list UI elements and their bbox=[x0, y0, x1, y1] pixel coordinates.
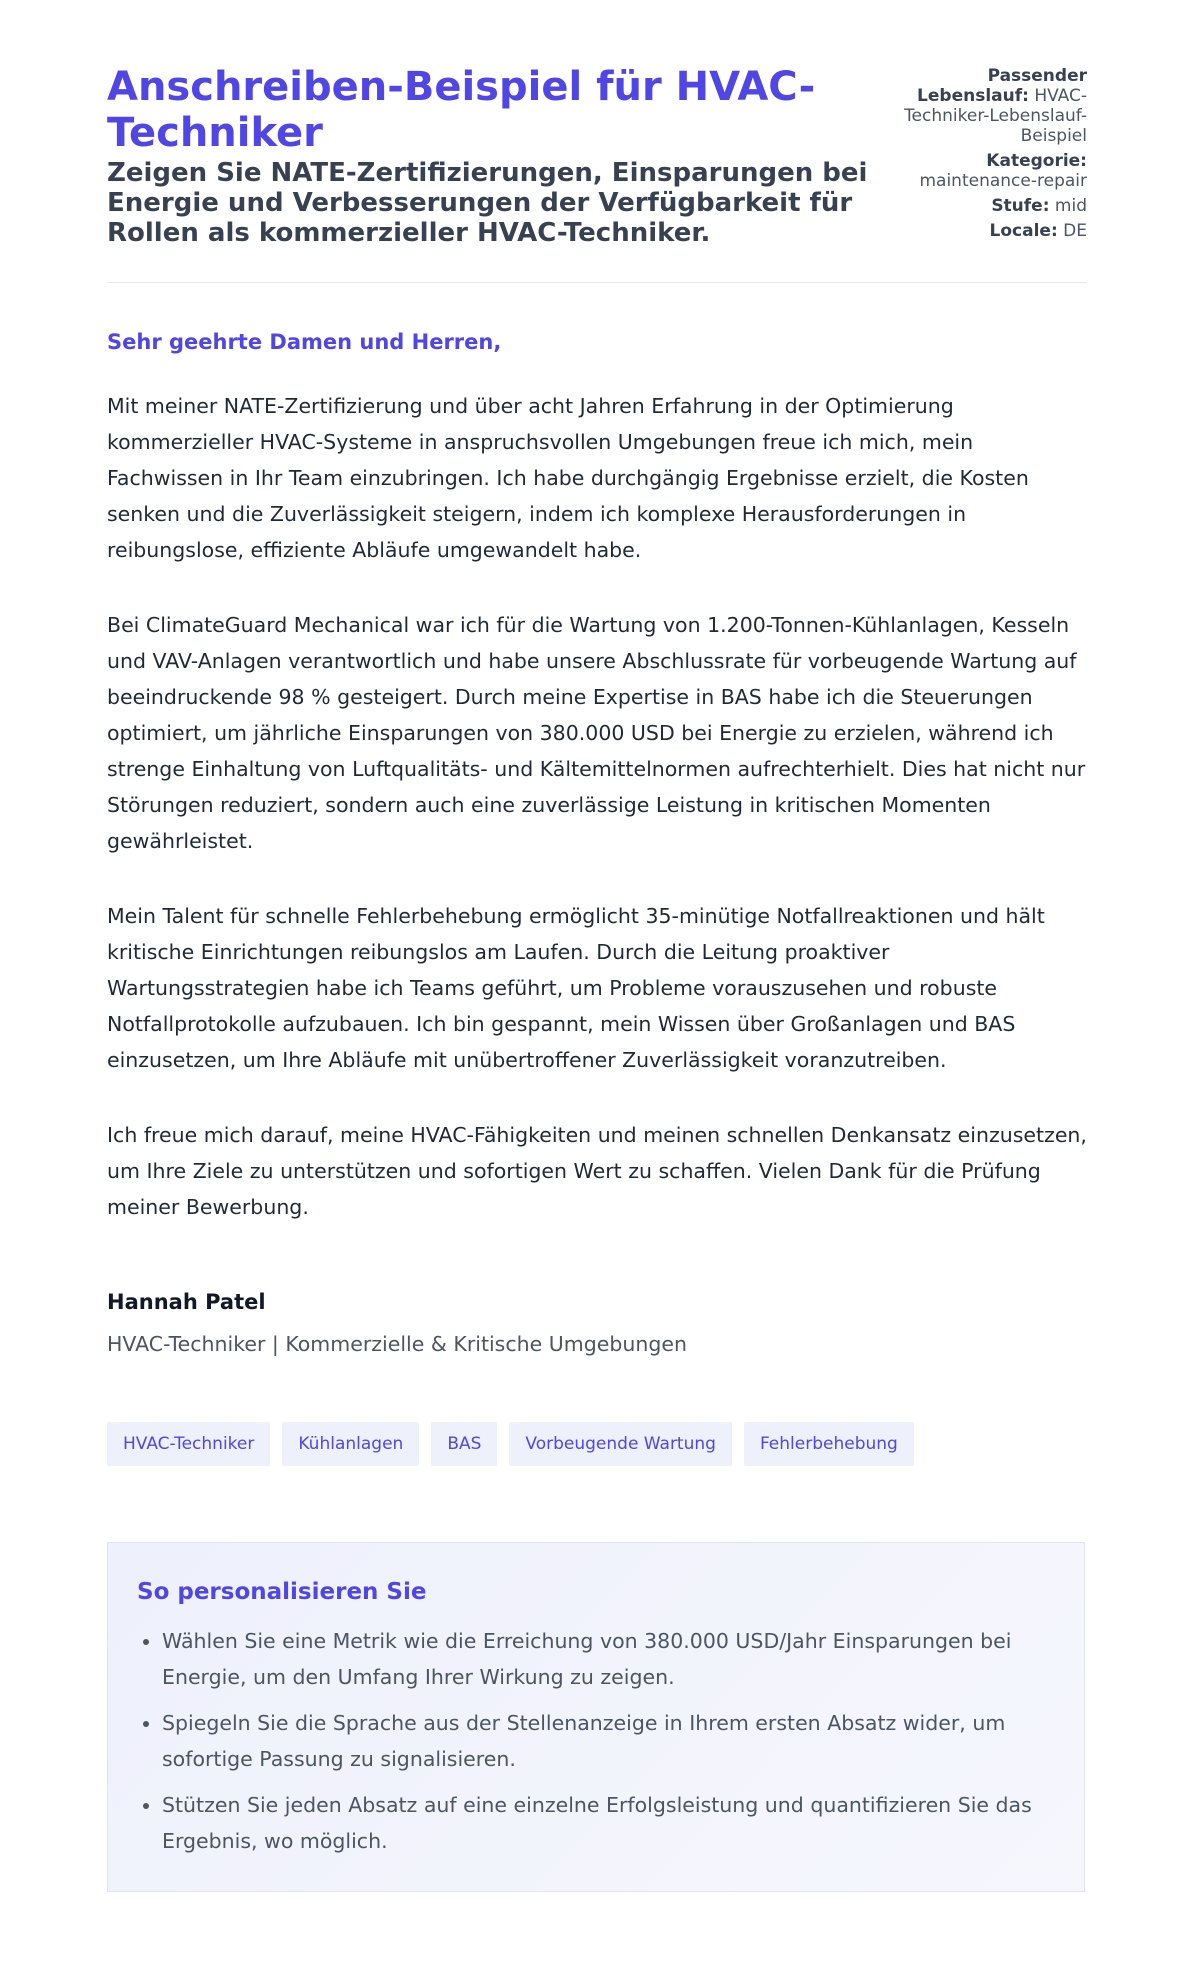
letter-paragraph: Bei ClimateGuard Mechanical war ich für die Wartung von 1.200-Tonnen-Kühlanlagen, Kesseln und VAV-Anlagen verantwortlich und habe unsere Abschlussrate für vorbeugende Wartung auf beeindruckende 98 % gesteigert. Durch meine Expertise in BAS habe ich die Steuerungen optimiert, um jährliche Einsparungen von 380.000 USD bei Energie zu erzielen, während ich strenge Einhaltung von Luftqualitäts- und Kältemittelnormen aufrechterhielt. Dies hat nicht nur Störungen reduziert, sondern auch eine zuverlässige Leistung in kritischen Momenten gewährleistet. bbox=[107, 613, 1086, 853]
signature-role: HVAC-Techniker | Kommerzielle & Kritische Umgebungen bbox=[107, 1332, 687, 1356]
meta-category bbox=[897, 151, 1087, 191]
signature-name: Hannah Patel bbox=[107, 1290, 266, 1314]
tips-list bbox=[137, 1623, 1082, 1869]
personalize-tips-box bbox=[107, 1542, 1085, 1892]
meta-resume-value[interactable]: HVAC-Techniker-Lebenslauf-Beispiel bbox=[904, 86, 1087, 146]
page-title: Anschreiben-Beispiel für HVAC-Techniker bbox=[107, 64, 816, 156]
page-header bbox=[107, 0, 1087, 283]
tag-vorbeugende-wartung[interactable]: Vorbeugende Wartung bbox=[509, 1422, 732, 1466]
letter-paragraph: Mit meiner NATE-Zertifizierung und über acht Jahren Erfahrung in der Optimierung kommerzieller HVAC-Systeme in anspruchsvollen Umgebungen freue ich mich, mein Fachwissen in Ihr Team einzubringen. Ich habe durchgängig Ergebnisse erzielt, die Kosten senken und die Zuverlässigkeit steigern, indem ich komplexe Herausforderungen in reibungslose, effiziente Abläufe umgewandelt habe. bbox=[107, 394, 1029, 562]
meta-level bbox=[897, 196, 1087, 216]
tag-kuehlanlagen[interactable]: Kühlanlagen bbox=[282, 1422, 419, 1466]
page-subtitle: Zeigen Sie NATE-Zertifizierungen, Einsparungen bei Energie und Verbesserungen der Verfügbarkeit für Rollen als kommerzieller HVAC-Techniker. bbox=[107, 158, 868, 248]
letter-paragraph: Mein Talent für schnelle Fehlerbehebung ermöglicht 35-minütige Notfallreaktionen und hält kritische Einrichtungen reibungslos am Laufen. Durch die Leitung proaktiver Wartungsstrategien habe ich Teams geführt, um Probleme vorauszusehen und robuste Notfallprotokolle aufzubauen. Ich bin gespannt, mein Wissen über Großanlagen und BAS einzusetzen, um Ihre Abläufe mit unübertroffener Zuverlässigkeit voranzutreiben. bbox=[107, 904, 1045, 1072]
meta-locale-label: Locale: bbox=[989, 221, 1058, 241]
tip-item: • Stützen Sie jeden Absatz auf eine einzelne Erfolgsleistung und quantifizieren Sie das Ergebnis, wo möglich. bbox=[162, 1787, 1082, 1859]
tips-title: So personalisieren Sie bbox=[137, 1579, 427, 1605]
meta-resume bbox=[897, 66, 1087, 146]
meta-locale-value: DE bbox=[1063, 221, 1087, 241]
tag-fehlerbehebung[interactable]: Fehlerbehebung bbox=[744, 1422, 914, 1466]
meta-locale bbox=[897, 221, 1087, 241]
tag-list bbox=[107, 1422, 914, 1466]
meta-category-value: maintenance-repair bbox=[919, 171, 1087, 191]
tip-item: • Spiegeln Sie die Sprache aus der Stellenanzeige in Ihrem ersten Absatz wider, um sofortige Passung zu signalisieren. bbox=[162, 1705, 1082, 1777]
meta-resume-label: Passender Lebenslauf: bbox=[917, 66, 1087, 106]
meta-level-value: mid bbox=[1054, 196, 1087, 216]
letter-greeting: Sehr geehrte Damen und Herren, bbox=[107, 330, 502, 354]
meta-panel bbox=[897, 66, 1087, 246]
tag-hvac-techniker[interactable]: HVAC-Techniker bbox=[107, 1422, 270, 1466]
meta-category-label: Kategorie: bbox=[986, 151, 1087, 171]
meta-level-label: Stufe: bbox=[991, 196, 1050, 216]
tip-item: • Wählen Sie eine Metrik wie die Erreichung von 380.000 USD/Jahr Einsparungen bei Energie, um den Umfang Ihrer Wirkung zu zeigen. bbox=[162, 1623, 1082, 1695]
tag-bas[interactable]: BAS bbox=[431, 1422, 497, 1466]
cover-letter-page bbox=[107, 0, 1087, 1853]
letter-body bbox=[107, 388, 1087, 1264]
letter-paragraph: Ich freue mich darauf, meine HVAC-Fähigkeiten und meinen schnellen Denkansatz einzusetzen, um Ihre Ziele zu unterstützen und sofortigen Wert zu schaffen. Vielen Dank für die Prüfung meiner Bewerbung. bbox=[107, 1123, 1087, 1219]
